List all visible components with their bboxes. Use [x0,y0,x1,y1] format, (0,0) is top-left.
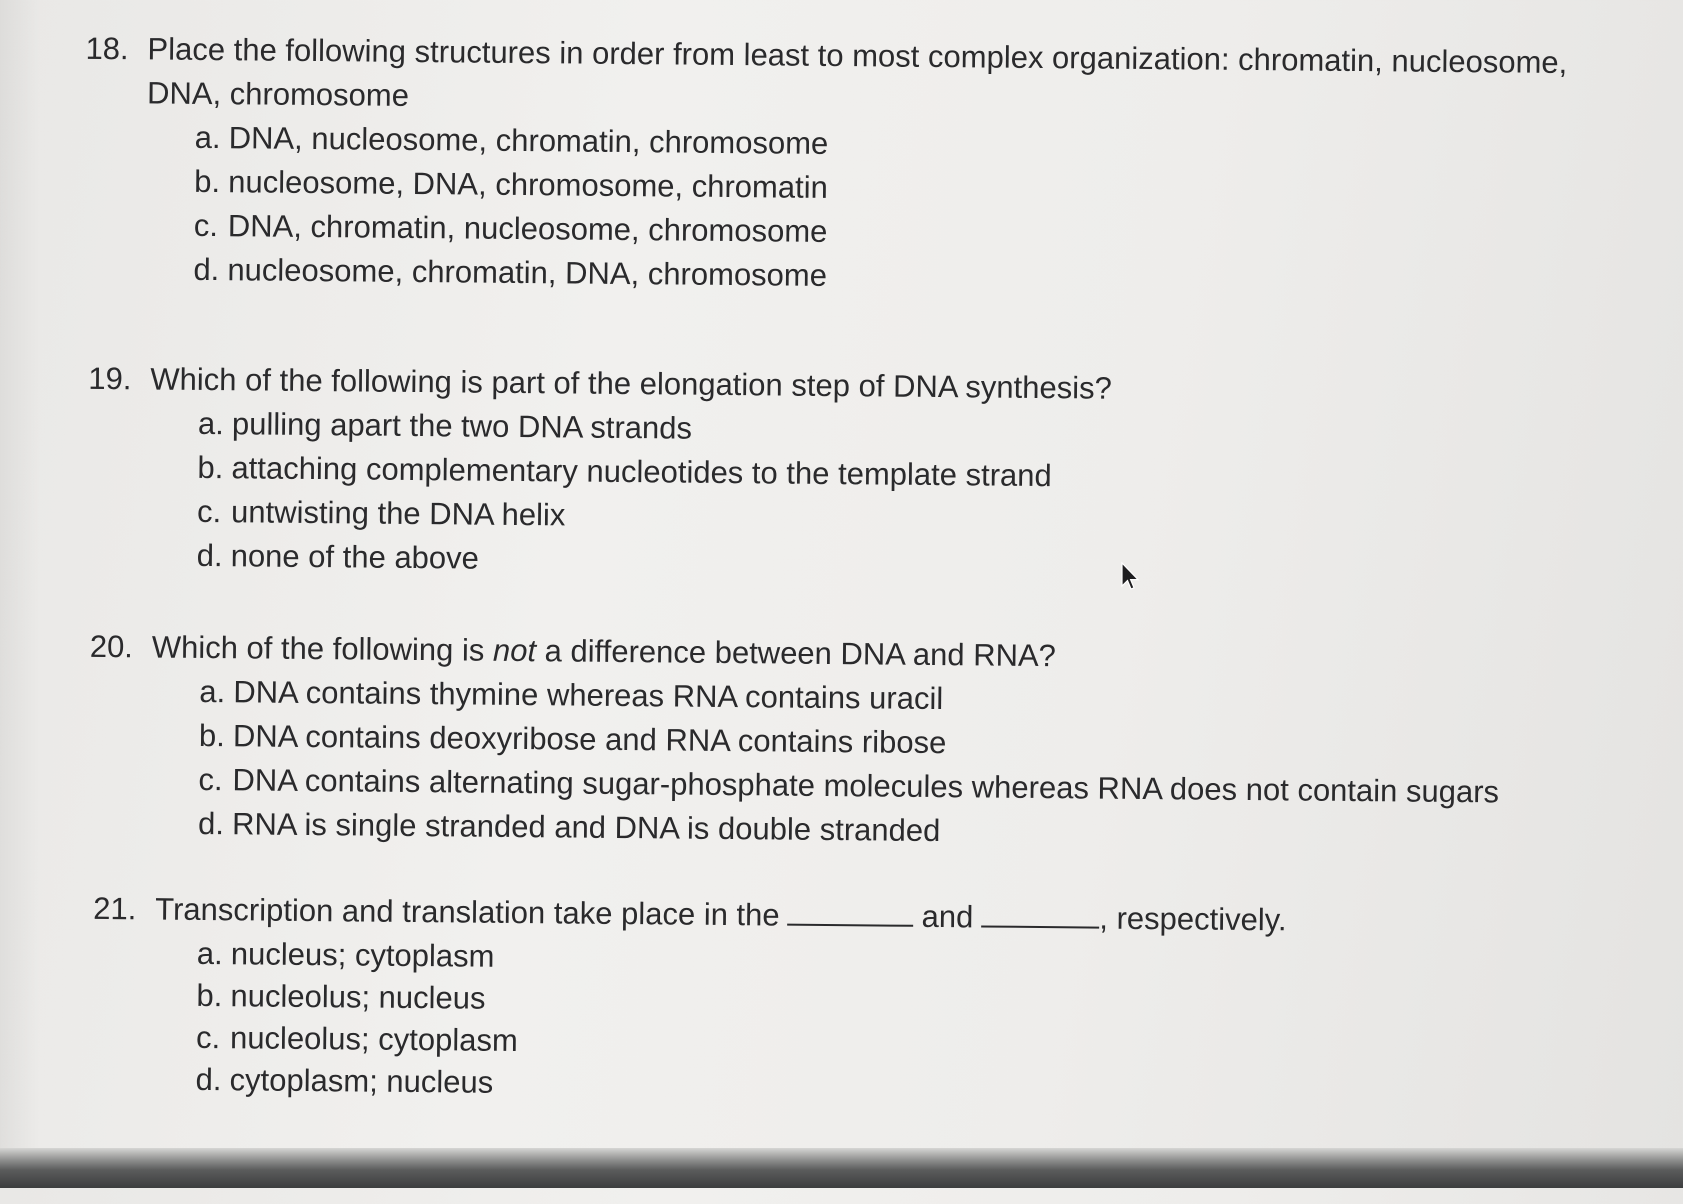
option-letter: b. [196,977,223,1014]
question-text-after: a difference between DNA and RNA? [535,633,1057,674]
option-letter: a. [197,405,224,442]
question-text-after: , respectively. [1099,900,1287,938]
option-text: DNA contains alternating sugar-phosphate molecules whereas RNA does not contain sugars [232,762,1500,810]
question-text-emphasis: not [492,632,537,669]
option-text: none of the above [230,538,480,576]
question-18 [83,27,1567,305]
option-text: pulling apart the two DNA strands [231,406,693,446]
question-text: Place the following structures in order from least to most complex organization: chromatin, nucleosome, [147,31,1568,81]
option-text: cytoplasm; nucleus [229,1062,494,1100]
option-text: nucleus; cytoplasm [230,936,495,974]
question-20 [88,625,1501,859]
option-list [83,115,1566,305]
option-letter: b. [197,449,224,486]
option-text: DNA contains deoxyribose and RNA contains ribose [232,718,947,761]
question-text-mid: and [921,898,974,935]
option-text: RNA is single stranded and DNA is double stranded [231,806,941,849]
answer-blank-1[interactable] [788,900,914,927]
option-letter: a. [196,935,223,972]
option-letter: b. [198,717,225,754]
option-letter: c. [196,493,222,530]
option-letter: a. [199,673,226,710]
question-21 [91,887,1286,1110]
option-letter: c. [195,1019,221,1056]
question-number: 20. [89,628,134,665]
mouse-pointer-icon [1120,562,1140,592]
question-19 [86,357,1112,587]
option-letter: d. [193,251,220,288]
option-d[interactable] [196,534,1110,587]
option-text: nucleosome, chromatin, DNA, chromosome [227,252,828,293]
option-text: DNA contains thymine whereas RNA contains uracil [233,674,944,717]
question-text-before: Transcription and translation take place in the [155,891,780,933]
option-letter: d. [195,1061,222,1098]
answer-blank-2[interactable] [981,901,1099,928]
screen-bezel [0,1148,1683,1188]
option-text: untwisting the DNA helix [230,494,566,533]
option-letter: a. [194,119,221,156]
option-text: attaching complementary nucleotides to the template strand [231,450,1052,494]
question-text: Which of the following is part of the elongation step of DNA synthesis? [150,361,1113,406]
option-list [91,931,1286,1110]
option-list [86,401,1111,587]
option-text: DNA, chromatin, nucleosome, chromosome [227,208,828,249]
option-letter: d. [196,537,223,574]
question-number: 18. [85,30,129,67]
question-text-before: Which of the following is [151,629,494,668]
option-text: nucleosome, DNA, chromosome, chromatin [228,164,828,205]
question-text-continued: DNA, chromosome [146,75,410,113]
option-letter: c. [198,761,223,798]
question-number: 19. [88,360,132,397]
option-text: nucleolus; nucleus [230,978,486,1016]
option-text: nucleolus; cytoplasm [229,1020,518,1059]
option-letter: d. [197,805,225,842]
question-number: 21. [93,890,137,927]
option-list [88,669,1500,859]
option-letter: c. [193,207,219,244]
option-text: DNA, nucleosome, chromatin, chromosome [228,120,829,161]
option-letter: b. [194,163,221,200]
